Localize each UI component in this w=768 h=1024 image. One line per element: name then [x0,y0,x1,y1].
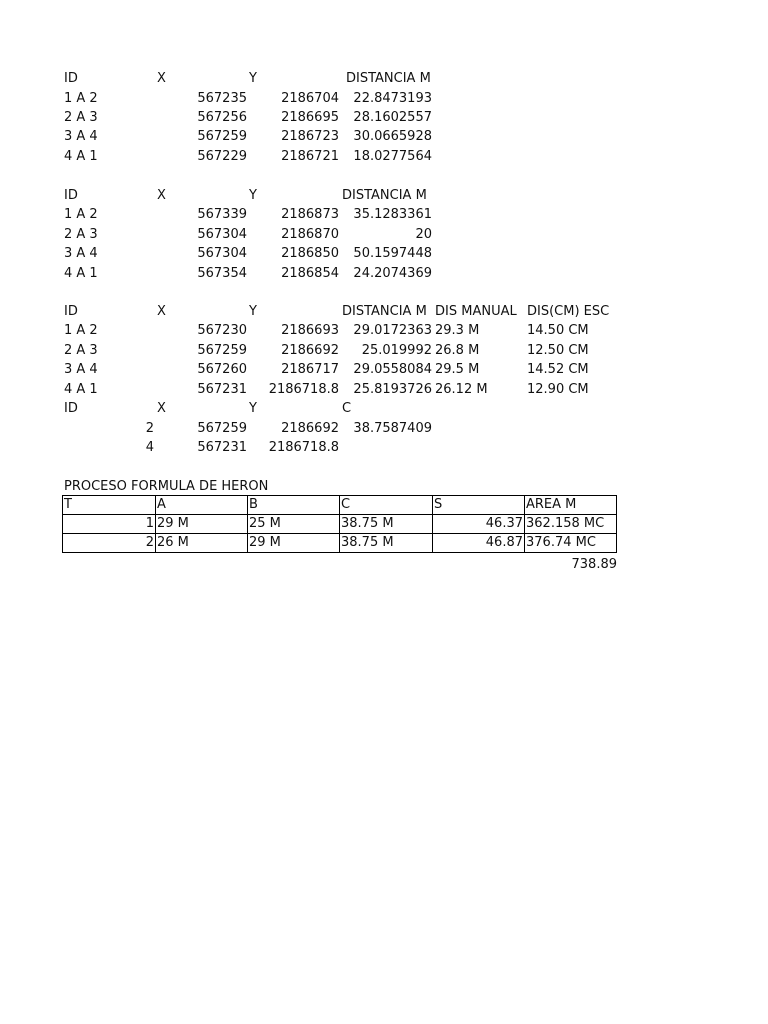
row-distance: 50.1597448 [353,246,432,261]
row-x: 567260 [197,362,247,377]
cell-t: 1 [63,515,156,534]
header-x: X [157,304,166,319]
header-scale-distance: DIS(CM) ESC [527,304,610,319]
row-x: 567231 [197,382,247,397]
header-y: Y [249,188,257,203]
header-id: ID [64,71,78,86]
cell-b: 29 M [248,534,340,553]
row-c: 38.7587409 [353,421,432,436]
row-x: 567231 [197,440,247,455]
row-y: 2186854 [281,266,339,281]
row-y: 2186870 [281,227,339,242]
row-x: 567259 [197,421,247,436]
row-distance: 18.0277564 [353,149,432,164]
cell-c: 38.75 M [340,534,433,553]
col-header-c: C [340,496,433,515]
row-x: 567304 [197,246,247,261]
row-id: 3 A 4 [64,246,98,261]
header-y: Y [249,71,257,86]
cell-area: 376.74 MC [525,534,617,553]
heron-table [62,495,617,553]
row-manual-distance: 29.5 M [435,362,480,377]
row-id: 1 A 2 [64,207,98,222]
header-id: ID [64,304,78,319]
table-header-row [63,496,617,515]
row-scale-distance: 14.50 CM [527,323,589,338]
cell-a: 26 M [156,534,248,553]
cell-a: 29 M [156,515,248,534]
row-y: 2186718.8 [268,382,339,397]
row-scale-distance: 14.52 CM [527,362,589,377]
col-header-s: S [433,496,525,515]
cell-s: 46.87 [433,534,525,553]
row-distance: 29.0172363 [353,323,432,338]
cell-t: 2 [63,534,156,553]
area-total: 738.89 [571,557,617,572]
row-distance: 20 [415,227,432,242]
row-y: 2186718.8 [268,440,339,455]
header-y: Y [249,304,257,319]
row-id: 2 A 3 [64,227,98,242]
header-distance: DISTANCIA M [342,304,427,319]
header-id: ID [64,401,78,416]
row-y: 2186704 [281,91,339,106]
row-scale-distance: 12.90 CM [527,382,589,397]
row-manual-distance: 26.8 M [435,343,480,358]
row-id: 3 A 4 [64,129,98,144]
row-id: 4 [145,440,154,455]
row-manual-distance: 29.3 M [435,323,480,338]
row-id: 2 A 3 [64,110,98,125]
row-y: 2186692 [281,343,339,358]
header-y: Y [249,401,257,416]
row-x: 567354 [197,266,247,281]
cell-b: 25 M [248,515,340,534]
row-distance: 24.2074369 [353,266,432,281]
row-x: 567259 [197,343,247,358]
cell-c: 38.75 M [340,515,433,534]
row-x: 567339 [197,207,247,222]
row-y: 2186873 [281,207,339,222]
row-id: 1 A 2 [64,91,98,106]
row-x: 567259 [197,129,247,144]
row-y: 2186850 [281,246,339,261]
header-distance: DISTANCIA M [346,71,431,86]
col-header-b: B [248,496,340,515]
header-manual-distance: DIS MANUAL [435,304,517,319]
header-id: ID [64,188,78,203]
row-y: 2186717 [281,362,339,377]
col-header-t: T [63,496,156,515]
row-distance: 29.0558084 [353,362,432,377]
row-id: 1 A 2 [64,323,98,338]
col-header-a: A [156,496,248,515]
row-distance: 22.8473193 [353,91,432,106]
row-id: 3 A 4 [64,362,98,377]
row-id: 4 A 1 [64,149,98,164]
row-y: 2186693 [281,323,339,338]
row-y: 2186695 [281,110,339,125]
table-row [63,515,617,534]
header-x: X [157,401,166,416]
row-x: 567235 [197,91,247,106]
heron-title: PROCESO FORMULA DE HERON [64,479,269,494]
row-id: 4 A 1 [64,266,98,281]
row-x: 567229 [197,149,247,164]
row-y: 2186723 [281,129,339,144]
col-header-area: AREA M [525,496,617,515]
header-c: C [342,401,352,416]
row-y: 2186692 [281,421,339,436]
row-id: 2 A 3 [64,343,98,358]
row-distance: 25.019992 [361,343,432,358]
row-distance: 25.8193726 [353,382,432,397]
header-distance: DISTANCIA M [342,188,427,203]
row-y: 2186721 [281,149,339,164]
header-x: X [157,71,166,86]
row-x: 567256 [197,110,247,125]
row-x: 567230 [197,323,247,338]
row-distance: 35.1283361 [353,207,432,222]
row-id: 2 [145,421,154,436]
table-row [63,534,617,553]
row-x: 567304 [197,227,247,242]
row-distance: 28.1602557 [353,110,432,125]
row-id: 4 A 1 [64,382,98,397]
cell-s: 46.37 [433,515,525,534]
cell-area: 362.158 MC [525,515,617,534]
row-distance: 30.0665928 [353,129,432,144]
row-manual-distance: 26.12 M [435,382,488,397]
header-x: X [157,188,166,203]
row-scale-distance: 12.50 CM [527,343,589,358]
